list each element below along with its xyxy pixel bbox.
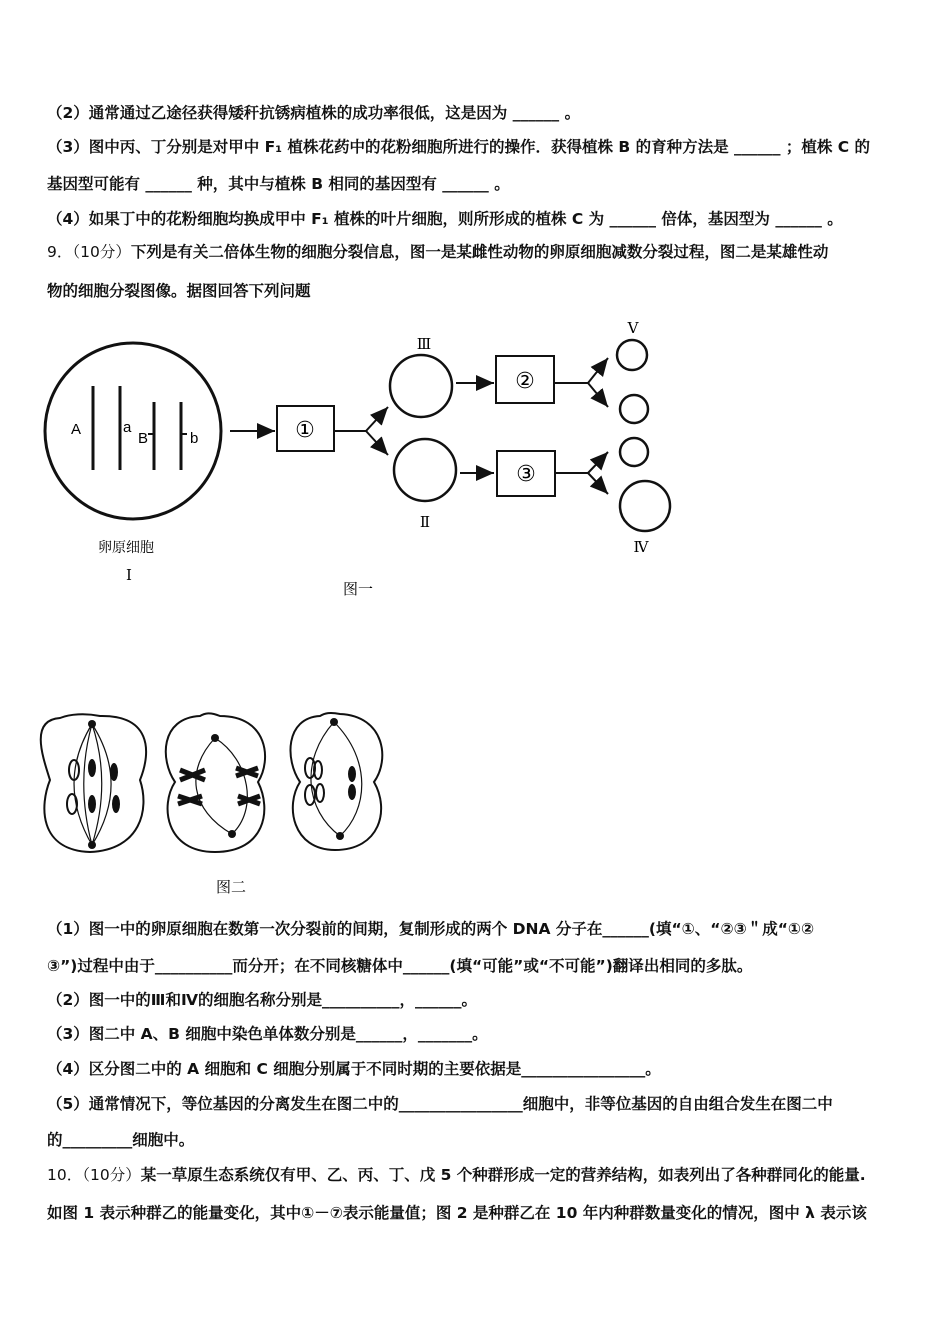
cell-B — [166, 713, 265, 852]
arrow — [588, 452, 608, 473]
q9-intro-cont: 物的细胞分裂图像。据图回答下列问题 — [47, 282, 311, 300]
gene-label-b: b — [190, 430, 199, 447]
q9-sub1: （1）图一中的卵原细胞在数第一次分裂前的间期，复制形成的两个 DNA 分子在______(填“①、“②③＂成“①② — [47, 920, 815, 938]
q8-part4: （4）如果丁中的花粉细胞均换成甲中 F₁ 植株的叶片细胞，则所形成的植株 C 为 ______ 倍体，基因型为 ______ 。 — [47, 210, 843, 228]
label-IV: Ⅳ — [633, 538, 649, 556]
q9-intro-text: 下列是有关二倍体生物的细胞分裂信息，图一是某雌性动物的卵原细胞减数分裂过程，图二是某雄性动 — [130, 243, 829, 261]
label-II: Ⅱ — [419, 513, 431, 531]
q8-part3-cont: 基因型可能有 ______ 种，其中与植株 B 相同的基因型有 ______ 。 — [47, 175, 510, 193]
label-V: Ⅴ — [627, 319, 639, 337]
q9-sub5-cont: 的_________细胞中。 — [47, 1131, 195, 1149]
cell-C — [290, 713, 382, 850]
q10-intro — [47, 1165, 917, 1185]
polar-body — [620, 438, 648, 466]
figure-2-caption: 图二 — [215, 878, 247, 896]
cell-V — [617, 340, 647, 370]
figure-1-diagram — [0, 0, 950, 620]
arrow — [588, 383, 608, 407]
q8-part3: （3）图中丙、丁分别是对甲中 F₁ 植株花药中的花粉细胞所进行的操作．获得植株 B 的育种方法是 ______ ；植株 C 的 — [47, 138, 871, 156]
arrow — [588, 358, 608, 383]
stage-label-1: ① — [295, 418, 315, 443]
q9-sub5: （5）通常情况下，等位基因的分离发生在图二中的________________细胞中，非等位基因的自由组合发生在图二中 — [47, 1095, 833, 1113]
gene-label-a: a — [123, 419, 132, 436]
stage-label-2: ② — [515, 369, 535, 394]
label-III: Ⅲ — [416, 335, 432, 353]
arrow — [366, 431, 388, 455]
q8-part2: （2）通常通过乙途径获得矮秆抗锈病植株的成功率很低，这是因为 ______ 。 — [47, 104, 581, 122]
figure-1-caption: 图一 — [342, 580, 374, 598]
gene-label-B: B — [138, 430, 149, 447]
figure-2-diagram — [0, 700, 400, 900]
q9-number: 9．（10分） — [47, 243, 131, 261]
label-I: Ⅰ — [126, 566, 132, 584]
q9-sub4: （4）区分图二中的 A 细胞和 C 细胞分别属于不同时期的主要依据是________________。 — [47, 1060, 661, 1078]
q10-number: 10．（10分） — [47, 1166, 141, 1184]
polar-body — [620, 395, 648, 423]
gene-label-A: A — [71, 421, 82, 438]
oogonium-label: 卵原细胞 — [98, 540, 154, 556]
q10-intro-cont: 如图 1 表示种群乙的能量变化，其中①－⑦表示能量值；图 2 是种群乙在 10 年内种群数量变化的情况，图中 λ 表示该 — [47, 1204, 867, 1222]
cell-A — [41, 714, 146, 852]
q9-sub1-cont: ③”)过程中由于__________而分开；在不同核糖体中______(填“可能”或“不可能”)翻译出相同的多肽。 — [47, 957, 753, 975]
q9-sub2: （2）图一中的Ⅲ和Ⅳ的细胞名称分别是__________，______。 — [47, 991, 477, 1009]
arrow — [366, 407, 388, 431]
cell-IV — [620, 481, 670, 531]
q10-intro-text: 某一草原生态系统仅有甲、乙、丙、丁、戊 5 个种群形成一定的营养结构，如表列出了各种群同化的能量. — [140, 1166, 866, 1184]
oogonium-cell — [45, 343, 221, 519]
arrow — [588, 473, 608, 494]
q9-sub3: （3）图二中 A、B 细胞中染色单体数分别是______，_______。 — [47, 1025, 488, 1043]
cell-III — [390, 355, 452, 417]
cell-II — [394, 439, 456, 501]
stage-label-3: ③ — [516, 462, 536, 487]
